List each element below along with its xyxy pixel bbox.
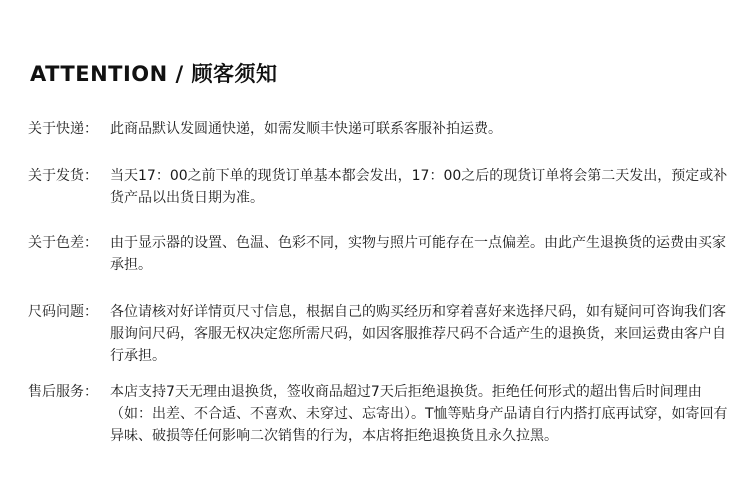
notice-text: 各位请核对好详情页尺寸信息，根据自己的购买经历和穿着喜好来选择尺码，如有疑问可咨询我们客服询问尺码，客服无权决定您所需尺码，如因客服推荐尺码不合适产生的退换货，来回运费由客户自行承担。 <box>110 304 726 364</box>
page-title: ATTENTION / 顾客须知 <box>30 62 278 86</box>
notice-label: 售后服务： <box>28 384 98 400</box>
notice-text: 本店支持7天无理由退换货，签收商品超过7天后拒绝退换货。拒绝任何形式的超出售后时间理由（如：出差、不合适、不喜欢、未穿过、忘寄出）。T恤等贴身产品请自行内搭打底再试穿，如寄回有异味、破损等任何影响二次销售的行为，本店将拒绝退换货且永久拉黑。 <box>110 384 728 444</box>
notice-text: 此商品默认发圆通快递，如需发顺丰快递可联系客服补拍运费。 <box>110 121 502 137</box>
notice-label: 尺码问题： <box>28 304 98 320</box>
notice-label: 关于发货： <box>28 168 98 184</box>
notice-after-sales <box>28 381 728 447</box>
notice-text: 当天17：00之前下单的现货订单基本都会发出，17：00之后的现货订单将会第二天发出，预定或补货产品以出货日期为准。 <box>110 168 728 206</box>
notice-sizing <box>28 301 728 367</box>
notice-label: 关于色差： <box>28 235 98 251</box>
notice-dispatch <box>28 165 728 209</box>
notice-shipping <box>28 118 728 140</box>
notice-color-difference <box>28 232 728 276</box>
notice-text: 由于显示器的设置、色温、色彩不同，实物与照片可能存在一点偏差。由此产生退换货的运费由买家承担。 <box>110 235 726 273</box>
notice-label: 关于快递： <box>28 121 98 137</box>
